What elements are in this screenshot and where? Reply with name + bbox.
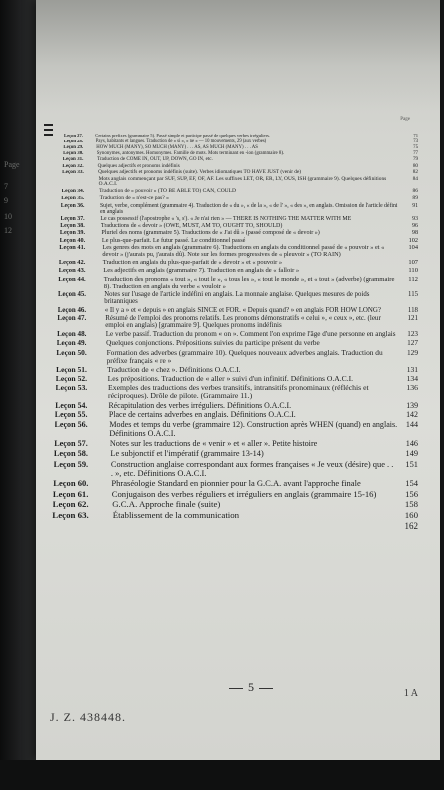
toc-page-number: 86 bbox=[412, 187, 418, 194]
toc-lesson-number: Leçon 51. bbox=[56, 365, 87, 374]
toc-page-number: 156 bbox=[405, 488, 418, 499]
toc-lesson-title: Les genres des mots en anglais (grammaire 6). Traductions en anglais du conditionnel passé de « pouvoir » et « devoir » (j'aurais pu, j'aurais dû). Note sur les formes progressives de « pleuvoir » (TO RAIN) bbox=[102, 244, 385, 259]
toc-lesson-title: Traduction de « n'est-ce pas? » bbox=[99, 194, 169, 201]
toc-entry bbox=[53, 490, 418, 499]
toc-page-number: 123 bbox=[407, 330, 418, 339]
toc-entry bbox=[60, 223, 418, 229]
toc-lesson-number: Leçon 52. bbox=[55, 374, 88, 383]
toc-entry bbox=[57, 331, 418, 339]
toc-page-number: 75 bbox=[413, 145, 418, 151]
toc-entry bbox=[59, 245, 418, 258]
toc-lesson-title: Établissement de la communication bbox=[112, 510, 240, 521]
toc-entry bbox=[61, 196, 418, 202]
toc-lesson-title: Traduction de « pouvoir » (TO BE ABLE TO) CAN, COULD bbox=[99, 187, 237, 194]
book-shadow bbox=[0, 0, 38, 790]
toc-lesson-number: Leçon 56. bbox=[54, 421, 88, 430]
toc-lesson-number: Leçon 49. bbox=[56, 339, 87, 347]
toc-lesson-title: Construction anglaise correspondant aux formes françaises « Je veux (désire) que . . . », etc. Définitions O.A.C.I. bbox=[110, 458, 394, 478]
toc-page-number: 131 bbox=[406, 364, 418, 374]
toc-lesson-number: Leçon 58. bbox=[53, 449, 88, 458]
toc-lesson-number: Leçon 42. bbox=[58, 259, 86, 266]
toc-lesson-number: Leçon 32. bbox=[62, 163, 84, 169]
toc-lesson-number: Leçon 38. bbox=[60, 222, 85, 229]
toc-page-number: 134 bbox=[406, 373, 418, 383]
toc-entry bbox=[52, 522, 418, 531]
toc-page-number: 129 bbox=[406, 347, 418, 357]
reference-code: J. Z. 438448. bbox=[50, 710, 126, 724]
toc-entry bbox=[54, 450, 418, 459]
toc-entry bbox=[55, 411, 418, 419]
toc-entry bbox=[60, 230, 418, 236]
toc-lesson-number: Leçon 46. bbox=[57, 306, 87, 314]
toc-lesson-number: Leçon 40. bbox=[59, 237, 86, 244]
toc-lesson-title: Exemples des traductions des verbes transitifs, intransitifs pronominaux (réfléchis et réciproques). Drôle de pilote. (Grammaire 11.) bbox=[108, 383, 369, 401]
toc-lesson-number: Leçon 36. bbox=[60, 202, 85, 209]
toc-lesson-number: Leçon 61. bbox=[52, 489, 89, 499]
toc-lesson-title: Phraséologie Standard en pionnier pour la G.C.A. avant l'approche finale bbox=[111, 478, 361, 489]
toc-entry bbox=[61, 216, 419, 222]
toc-page-number: 91 bbox=[412, 202, 418, 209]
toc-page-number: 121 bbox=[407, 314, 418, 323]
toc-entry bbox=[64, 140, 418, 145]
toc-entry bbox=[57, 315, 418, 330]
toc-lesson-number: Leçon 29. bbox=[63, 145, 84, 151]
toc-lesson-number: Leçon 37. bbox=[60, 215, 85, 222]
toc-entry bbox=[59, 260, 418, 267]
toc-lesson-title: Le subjonctif et l'impératif (grammaire 13-14) bbox=[110, 448, 264, 458]
toc-entry bbox=[56, 366, 418, 374]
toc-lesson-number: Leçon 55. bbox=[54, 411, 88, 420]
table-surface bbox=[0, 760, 444, 790]
toc-lesson-title: Mots anglais commençant par SUF, SUP, EF, OF, AF. Les suffixes LET, OR, ER, LY, OUS, ISH (grammaire 9). Quelques définitions O.A.C.I. bbox=[98, 175, 387, 188]
toc-lesson-title: Traduction des pronoms « tout », « tout le », « tous les », « tout le monde », et « tout » (adverbe) (grammaire 8). Traduction en anglais du verbe « vouloir » bbox=[103, 275, 395, 290]
toc-entry bbox=[58, 307, 418, 314]
toc-page-number: 82 bbox=[412, 169, 418, 176]
toc-lesson-title: Synonymes, antonymes. Homonymes. Famille de mots. Mots terminant en -ion (grammaire 8). bbox=[96, 151, 285, 157]
toc-page-number: 158 bbox=[404, 499, 418, 510]
toc-page-number: 71 bbox=[413, 133, 418, 138]
toc-lesson-title: Les prépositions. Traduction de « aller » suivi d'un infinitif. Définitions O.A.C.I. bbox=[107, 373, 354, 383]
toc-lesson-number: Leçon 44. bbox=[58, 275, 86, 283]
toc-lesson-number: Leçon 35. bbox=[61, 195, 85, 201]
toc-lesson-title: Traductions de « devoir » (OWE, MUST, AM TO, OUGHT TO, SHOULD) bbox=[100, 222, 283, 229]
toc-page-number: 118 bbox=[407, 306, 418, 314]
toc-lesson-title: Modes et temps du verbe (grammaire 12). Construction après WHEN (quand) en anglais. Définitions O.A.C.I. bbox=[109, 420, 398, 438]
toc-page-number: 89 bbox=[412, 194, 418, 201]
toc-lesson-number: Leçon 45. bbox=[58, 291, 86, 299]
toc-lesson-number: Leçon 57. bbox=[54, 439, 88, 448]
toc-entry bbox=[62, 189, 419, 195]
toc-entry bbox=[56, 384, 419, 400]
page-shadow bbox=[36, 0, 440, 110]
toc-page-number: 160 bbox=[404, 510, 418, 521]
toc-lesson-title: Sujet, verbe, complément (grammaire 4). Traduction de « du », « de la », « de l' », « des », en anglais. Omission de l'article défini en anglais bbox=[99, 202, 398, 215]
toc-lesson-title: Le verbe passif. Traduction du pronom « on ». Comment l'on exprime l'âge d'une personne en anglais bbox=[105, 330, 396, 339]
toc-page-number: 93 bbox=[412, 215, 418, 222]
toc-page-number: 149 bbox=[405, 448, 418, 458]
toc-lesson-title: Certains prefixes (grammaire 5). Passé simple et participe passé de quelques verbes irréguliers. bbox=[95, 133, 271, 138]
page-column-label: Page bbox=[400, 117, 410, 122]
toc-lesson-title: Quelques conjonctions. Prépositions suivies du participe présent du verbe bbox=[106, 338, 320, 347]
toc-lesson-title: Récapitulation des verbes irréguliers. Définitions O.A.C.I. bbox=[108, 400, 292, 410]
toc-entry bbox=[56, 349, 418, 365]
signature-mark: 1 A bbox=[403, 688, 418, 699]
toc-lesson-number: Leçon 33. bbox=[62, 170, 84, 176]
toc-lesson-title: Notes sur l'usage de l'article indéfini en anglais. La monnaie anglaise. Quelques mesures de poids britanniques bbox=[104, 291, 370, 306]
toc-lesson-number: Leçon 54. bbox=[55, 401, 88, 410]
toc-lesson-title: Le plus-que-parfait. Le futur passé. Le conditionnel passé bbox=[101, 236, 246, 244]
book-page bbox=[36, 0, 440, 760]
toc-entry bbox=[57, 340, 418, 348]
toc-lesson-title: Traduction en anglais du plus-que-parfait de « devoir » et « pouvoir » bbox=[102, 258, 283, 266]
toc-lesson-number: Leçon 60. bbox=[53, 479, 89, 489]
toc-entry bbox=[62, 177, 418, 188]
toc-lesson-title: Résumé de l'emploi des pronoms relatifs. Les pronoms démonstratifs « celui », « ceux », etc. (leur emploi en anglais) [grammaire 9]. Quelques pronoms indéfinis bbox=[105, 314, 381, 330]
toc-entry bbox=[58, 276, 418, 290]
edge-note: 10 bbox=[4, 212, 12, 221]
toc-entry bbox=[58, 291, 418, 305]
toc-lesson-number: Leçon 47. bbox=[57, 315, 87, 323]
toc-lesson-number: Leçon 50. bbox=[56, 348, 87, 357]
toc-lesson-title: G.C.A. Approche finale (suite) bbox=[112, 499, 221, 510]
toc-page-number: 107 bbox=[408, 258, 418, 266]
edge-note: 7 bbox=[4, 182, 8, 191]
toc-page-number: 96 bbox=[412, 222, 418, 229]
toc-lesson-title: Le cas possessif (l'apostrophe « 's, s'). « Je n'ai rien » — THERE IS NOTHING THE MATTER WITH ME bbox=[100, 215, 352, 222]
toc-page-number: 136 bbox=[406, 383, 418, 393]
toc-entry bbox=[54, 440, 418, 449]
toc-lesson-title: HOW MUCH (MANY), SO MUCH (MANY) . . . AS, AS MUCH (MANY) . . . AS bbox=[96, 145, 258, 151]
toc-page-number: 80 bbox=[412, 162, 418, 169]
edge-note: 9 bbox=[4, 196, 8, 205]
toc-page-number: 73 bbox=[413, 138, 418, 144]
toc-page-number: 146 bbox=[405, 438, 418, 448]
page-number-text: 5 bbox=[248, 680, 254, 694]
toc-lesson-title: Notes sur les traductions de « venir » et « aller ». Petite histoire bbox=[109, 438, 318, 448]
toc-lesson-number: Leçon 34. bbox=[61, 188, 85, 194]
toc-lesson-title: Quelques adjectifs et pronoms indéfinis (suite). Verbes idiomatiques TO HAVE JUST (venir de) bbox=[98, 169, 302, 176]
toc-lesson-number: Leçon 59. bbox=[53, 459, 89, 469]
toc-lesson-number: Leçon 53. bbox=[55, 384, 88, 393]
edge-note: Page bbox=[4, 160, 20, 169]
toc-page-number: 142 bbox=[406, 410, 418, 420]
toc-page-number: 151 bbox=[405, 458, 418, 469]
toc-page-number: 84 bbox=[412, 175, 418, 182]
toc-page-number: 162 bbox=[404, 520, 418, 531]
toc-entry bbox=[55, 421, 419, 438]
toc-entry bbox=[60, 238, 418, 245]
toc-lesson-number: Leçon 39. bbox=[59, 230, 86, 237]
toc-entry bbox=[54, 460, 418, 478]
toc-lesson-title: « Il y a » et « depuis » en anglais SINCE et FOR. « Depuis quand? » en anglais FOR HOW LONG? bbox=[104, 306, 381, 314]
toc-lesson-title: Conjugaison des verbes réguliers et irréguliers en anglais (grammaire 15-16) bbox=[111, 488, 377, 499]
toc-page-number: 144 bbox=[405, 420, 418, 430]
toc-entry bbox=[53, 479, 418, 488]
toc-lesson-number: Leçon 62. bbox=[52, 500, 89, 510]
toc-page-number: 154 bbox=[405, 478, 418, 489]
toc-page-number: 139 bbox=[406, 400, 418, 410]
toc-lesson-title: Traduction de « chez ». Définitions O.A.C.I. bbox=[107, 364, 241, 374]
toc-entry bbox=[63, 145, 418, 150]
toc-lesson-number: Leçon 43. bbox=[58, 267, 86, 274]
toc-entry bbox=[53, 500, 418, 509]
toc-page-number: 98 bbox=[411, 230, 418, 237]
toc-lesson-number: Leçon 31. bbox=[62, 157, 84, 163]
page-number bbox=[224, 680, 278, 695]
toc-entry bbox=[55, 402, 418, 410]
toc-entry bbox=[63, 157, 418, 162]
toc-entry bbox=[62, 170, 418, 176]
table-of-contents bbox=[48, 134, 418, 533]
toc-lesson-title: Pluriel des noms (grammaire 5). Traductions de « J'ai dû » (passé composé de « devoir ») bbox=[101, 230, 320, 237]
toc-lesson-title: Les adjectifs en anglais (grammaire 7). Traduction en anglais de « falloir » bbox=[103, 266, 300, 274]
toc-lesson-number: Leçon 27. bbox=[64, 134, 83, 138]
toc-lesson-number: Leçon 28. bbox=[63, 139, 84, 144]
toc-entry bbox=[61, 203, 418, 215]
toc-lesson-title: Traduction de COME IN, OUT, UP, DOWN, GO IN, etc. bbox=[97, 156, 213, 163]
toc-lesson-title: Place de certains adverbes en anglais. Définitions O.A.C.I. bbox=[108, 410, 296, 420]
toc-page-number: 127 bbox=[407, 338, 418, 347]
toc-page-number: 115 bbox=[408, 291, 418, 299]
toc-entry bbox=[52, 511, 418, 520]
toc-lesson-title: Formation des adverbes (grammaire 10). Quelques nouveaux adverbes anglais. Traduction du préfixe français « re » bbox=[106, 347, 383, 365]
toc-page-number: 102 bbox=[408, 236, 418, 244]
edge-note: 12 bbox=[4, 226, 12, 235]
toc-page-number: 110 bbox=[408, 266, 418, 274]
toc-lesson-number: Leçon 48. bbox=[57, 331, 87, 339]
toc-lesson-number: Leçon 63. bbox=[52, 511, 89, 521]
toc-lesson-title: Pays, habitants et langues. Traduction de « si », « ne » — 10 mouvements, 29 (aux verbes) bbox=[95, 138, 267, 144]
toc-lesson-number: Leçon 30. bbox=[63, 151, 84, 157]
toc-page-number: 112 bbox=[408, 275, 418, 283]
toc-lesson-title: Quelques adjectifs et pronoms indéfinis bbox=[97, 162, 180, 169]
toc-page-number: 77 bbox=[413, 151, 418, 157]
toc-page-number: 79 bbox=[412, 156, 418, 163]
toc-lesson-number: Leçon 41. bbox=[59, 245, 86, 252]
toc-entry bbox=[59, 268, 418, 275]
toc-page-number: 104 bbox=[408, 244, 418, 252]
toc-entry bbox=[56, 375, 418, 383]
